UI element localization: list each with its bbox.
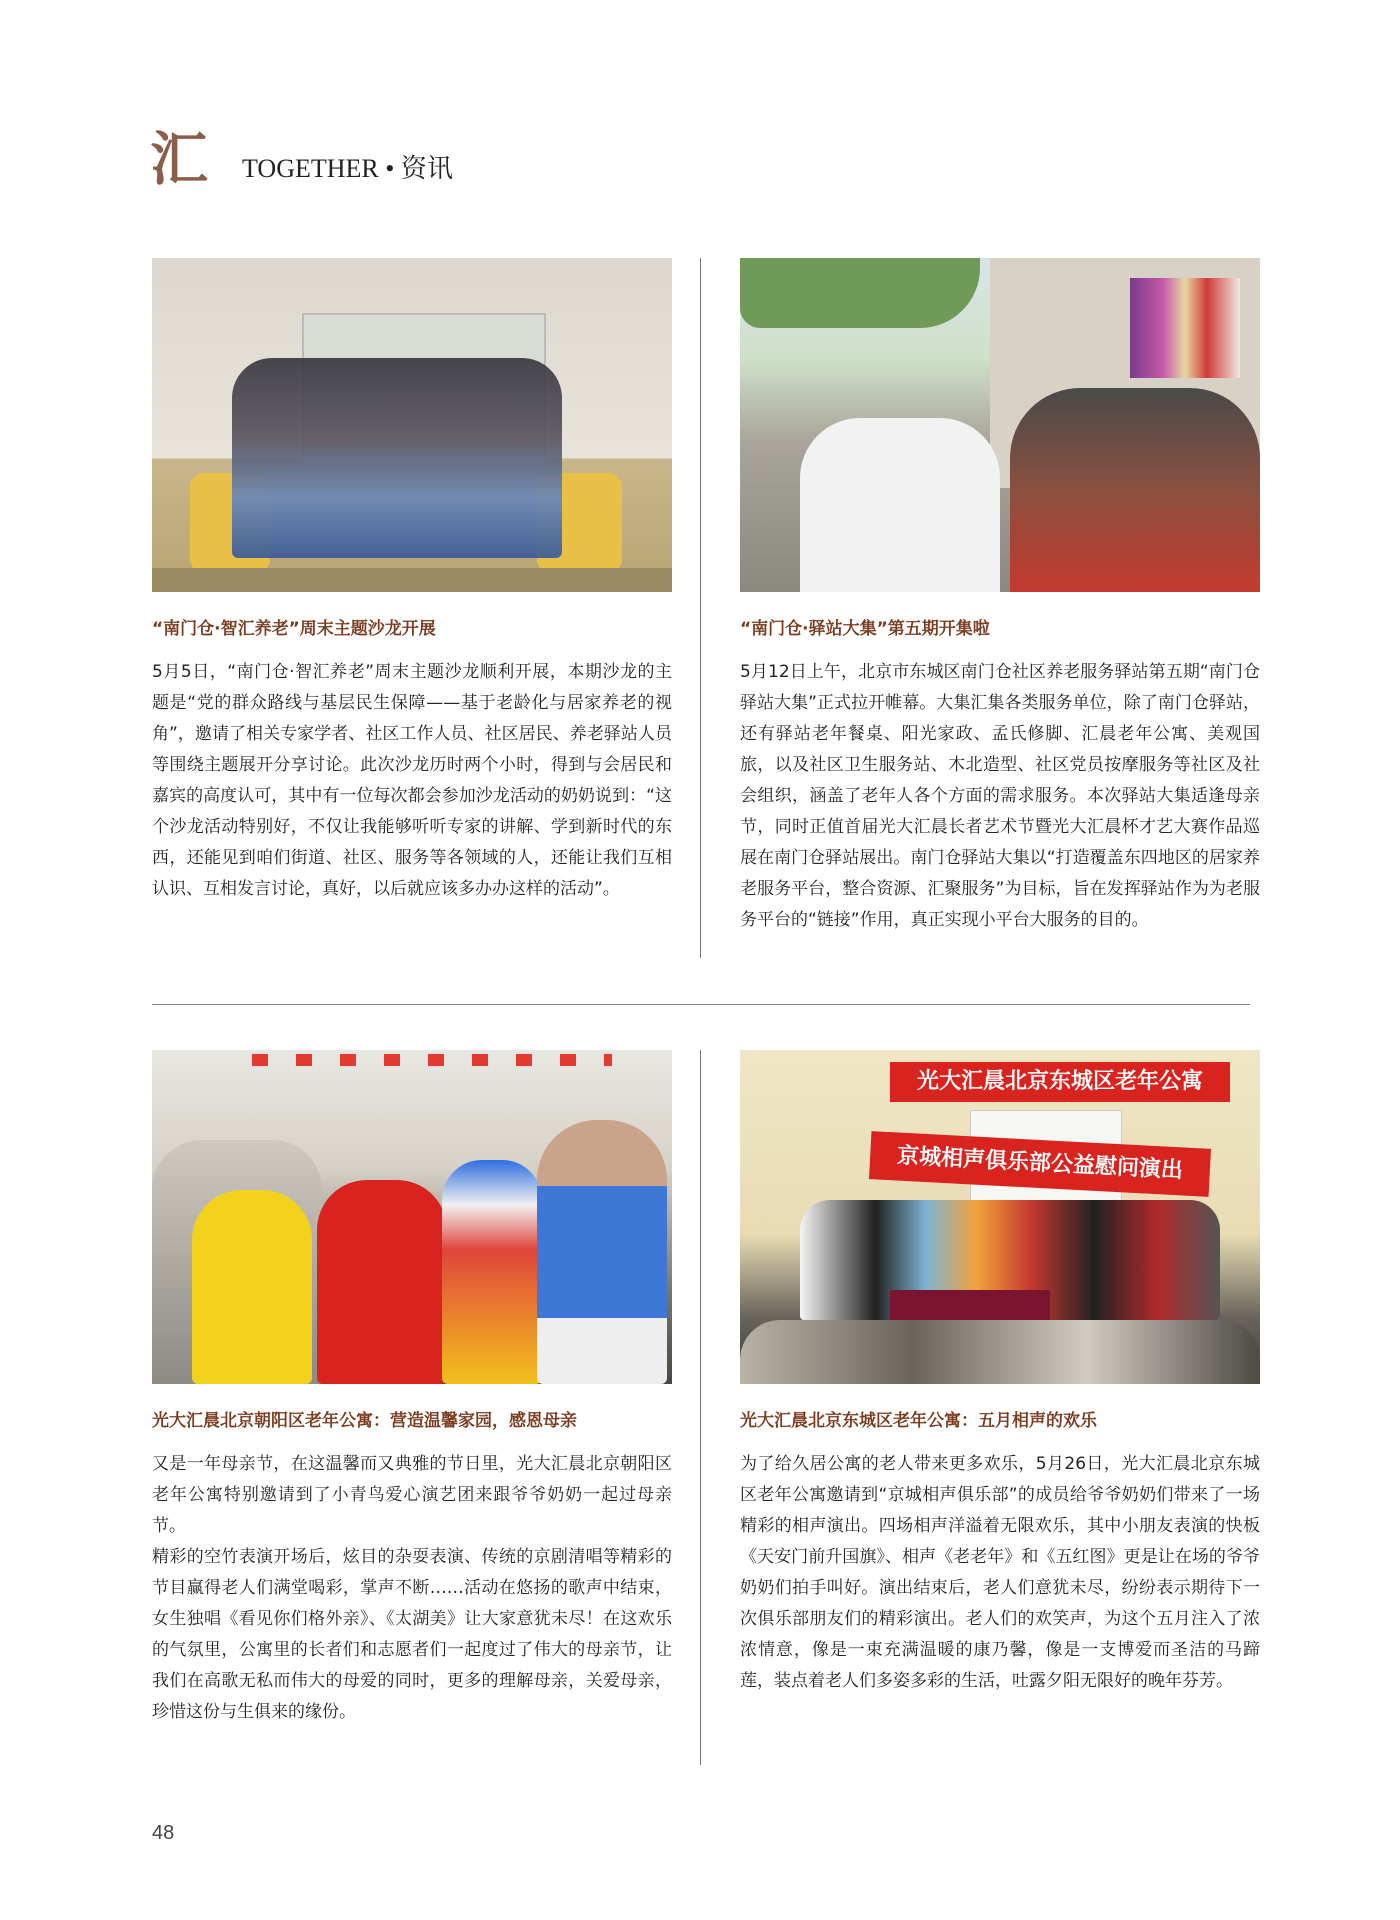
- photo-banner-performance: 京城相声俱乐部公益慰问演出: [869, 1131, 1211, 1197]
- article-body: 5月5日，“南门仓·智汇养老”周末主题沙龙顺利开展，本期沙龙的主题是“党的群众路线与基层民生保障——基于老龄化与居家养老的视角”，邀请了相关专家学者、社区工作人员、社区居民、养老驿站人员等围绕主题展开分享讨论。此次沙龙历时两个小时，得到与会居民和嘉宾的高度认可，其中有一位每次都会参加沙龙活动的奶奶说到：“这个沙龙活动特别好，不仅让我能够听听专家的讲解、学到新时代的东西，还能见到咱们街道、社区、服务等各领域的人，还能让我们互相认识、互相发言讨论，真好，以后就应该多办办这样的活动”。: [152, 662, 672, 899]
- article-crosstalk: [740, 1050, 1260, 1697]
- article-body: 又是一年母亲节，在这温馨而又典雅的节日里，光大汇晨北京朝阳区老年公寓特别邀请到了小青鸟爱心演艺团来跟爷爷奶奶一起过母亲节。 精彩的空竹表演开场后，炫目的杂耍表演、传统的京剧清唱等精彩的节目赢得老人们满堂喝彩，掌声不断……活动在悠扬的歌声中结束，女生独唱《看见你们格外亲》、《太湖美》让大家意犹未尽！在这欢乐的气氛里，公寓里的长者们和志愿者们一起度过了伟大的母亲节，让我们在高歌无私而伟大的母爱的同时，更多的理解母亲，关爱母亲，珍惜这份与生俱来的缘份。: [152, 1454, 672, 1722]
- article-title: 光大汇晨北京朝阳区老年公寓：营造温馨家园，感恩母亲: [152, 1411, 577, 1431]
- performance-photo: [152, 1050, 672, 1384]
- article-body: 为了给久居公寓的老人带来更多欢乐，5月26日，光大汇晨北京东城区老年公寓邀请到“京城相声俱乐部”的成员给爷爷奶奶们带来了一场精彩的相声演出。四场相声洋溢着无限欢乐，其中小朋友表演的快板《天安门前升国旗》、相声《老老年》和《五红图》更是让在场的爷爷奶奶们拍手叫好。演出结束后，老人们意犹未尽，纷纷表示期待下一次俱乐部朋友们的精彩演出。老人们的欢笑声，为这个五月注入了浓浓情意，像是一束充满温暖的康乃馨，像是一支博爱而圣洁的马蹄莲，装点着老人们多姿多彩的生活，吐露夕阳无限好的晚年芬芳。: [740, 1454, 1260, 1691]
- magazine-logo: 汇: [150, 125, 207, 193]
- performer-red: [317, 1180, 447, 1384]
- page-number: 48: [152, 1822, 175, 1844]
- article-salon: [152, 258, 672, 905]
- column-divider-top: [700, 258, 701, 958]
- doctors: [800, 418, 1000, 592]
- section-title: TOGETHER • 资讯: [242, 154, 453, 183]
- crosstalk-photo: [740, 1050, 1260, 1384]
- article-title: “南门仓·驿站大集”第五期开集啦: [740, 619, 990, 639]
- article-title: 光大汇晨北京东城区老年公寓：五月相声的欢乐: [740, 1411, 1097, 1431]
- group-photo: [152, 258, 672, 592]
- seated-residents: [1010, 388, 1260, 592]
- clown-yellow: [192, 1190, 312, 1384]
- clown-colorful: [442, 1160, 542, 1384]
- row-divider: [152, 1004, 1250, 1005]
- column-divider-bottom: [700, 1050, 701, 1765]
- article-market: [740, 258, 1260, 936]
- floor: [152, 568, 672, 592]
- audience-heads: [740, 1320, 1260, 1384]
- article-mothers-day: [152, 1050, 672, 1728]
- posters: [1130, 278, 1240, 378]
- article-body: 5月12日上午，北京市东城区南门仓社区养老服务驿站第五期“南门仓驿站大集”正式拉开帷幕。大集汇集各类服务单位，除了南门仓驿站，还有驿站老年餐桌、阳光家政、孟氏修脚、汇晨老年公寓、美观国旅，以及社区卫生服务站、木北造型、社区党员按摩服务等社区及社会组织，涵盖了老年人各个方面的需求服务。本次驿站大集适逢母亲节，同时正值首届光大汇晨长者艺术节暨光大汇晨杯才艺大赛作品巡展在南门仓驿站展出。南门仓驿站大集以“打造覆盖东四地区的居家养老服务平台，整合资源、汇聚服务”为目标，旨在发挥驿站作为为老服务平台的“链接”作用，真正实现小平台大服务的目的。: [740, 662, 1260, 930]
- man-blue-shirt: [537, 1120, 667, 1384]
- market-photo: [740, 258, 1260, 592]
- trees: [740, 258, 980, 328]
- article-title: “南门仓·智汇养老”周末主题沙龙开展: [152, 619, 436, 639]
- photo-banner-apartment: 光大汇晨北京东城区老年公寓: [890, 1062, 1230, 1102]
- crowd: [232, 358, 562, 558]
- ceiling-flags: [252, 1054, 612, 1066]
